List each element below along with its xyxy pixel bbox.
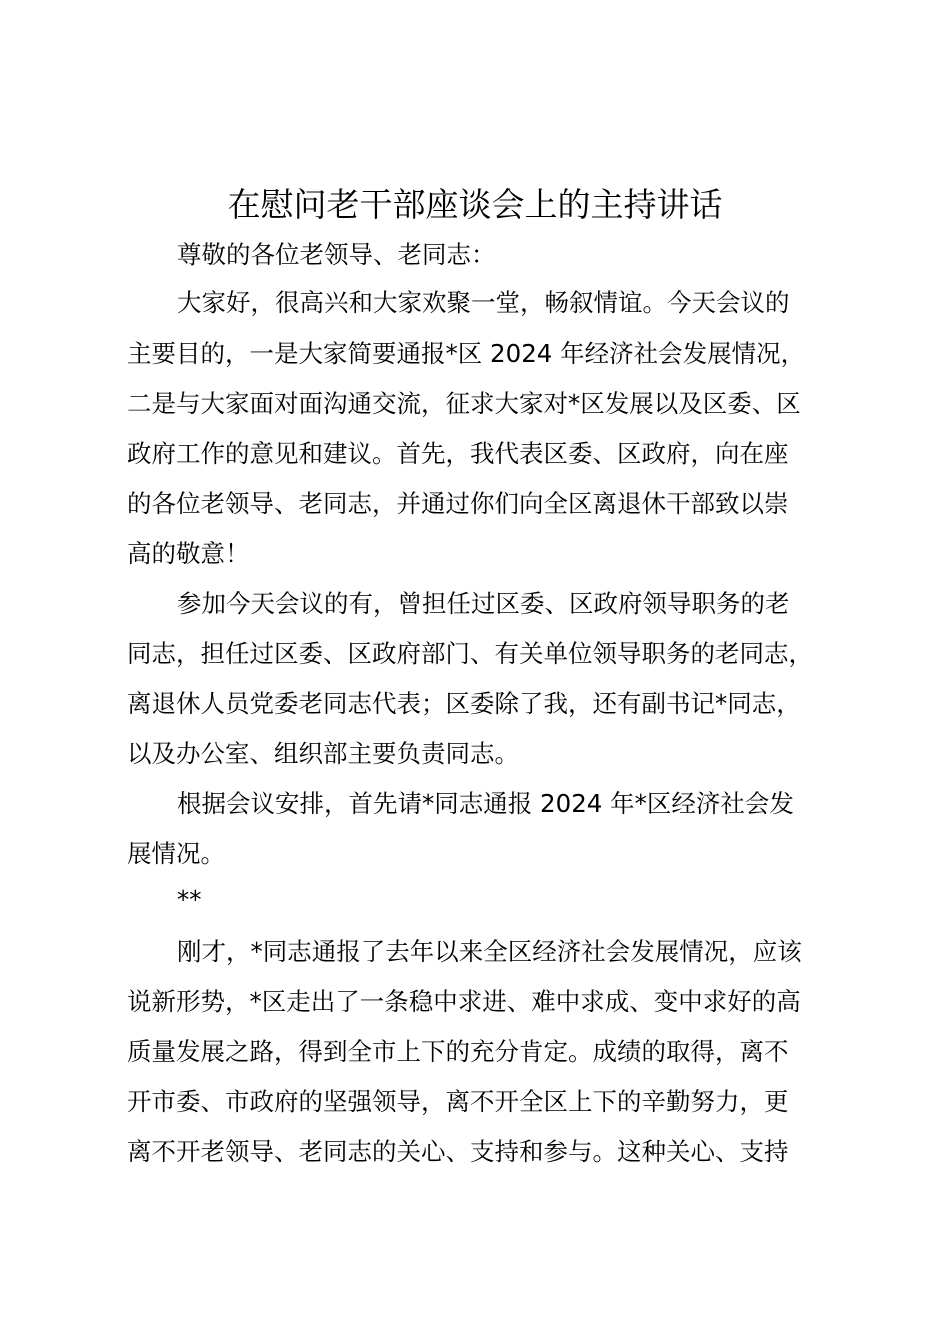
paragraph-line: 二是与大家面对面沟通交流，征求大家对*区发展以及区委、区 [127,389,801,418]
paragraph-line: 高的敬意！ [127,539,250,568]
paragraph-line: 说新形势，*区走出了一条稳中求进、难中求成、变中求好的高 [127,987,801,1016]
paragraph-line: 参加今天会议的有，曾担任过区委、区政府领导职务的老 [177,589,790,618]
paragraph-line: 离退休人员党委老同志代表；区委除了我，还有副书记*同志， [127,689,801,718]
paragraph-line: 大家好，很高兴和大家欢聚一堂，畅叙情谊。今天会议的 [177,288,790,317]
salutation: 尊敬的各位老领导、老同志： [177,240,496,269]
paragraph-line: 主要目的，一是大家简要通报*区 2024 年经济社会发展情况， [127,339,806,368]
paragraph-line: 离不开老领导、老同志的关心、支持和参与。这种关心、支持 [127,1137,789,1166]
paragraph-line: 根据会议安排，首先请*同志通报 2024 年*区经济社会发 [177,789,794,818]
paragraph-line: 的各位老领导、老同志，并通过你们向全区离退休干部致以崇 [127,489,789,518]
paragraph-line: 质量发展之路，得到全市上下的充分肯定。成绩的取得，离不 [127,1037,789,1066]
paragraph-line: 刚才，*同志通报了去年以来全区经济社会发展情况，应该 [177,937,802,966]
section-marker: ** [177,885,202,914]
paragraph-line: 同志，担任过区委、区政府部门、有关单位领导职务的老同志， [127,639,813,668]
paragraph-line: 以及办公室、组织部主要负责同志。 [127,739,519,768]
paragraph-line: 展情况。 [127,839,225,868]
document-title: 在慰问老干部座谈会上的主持讲话 [227,185,723,224]
paragraph-line: 开市委、市政府的坚强领导，离不开全区上下的辛勤努力，更 [127,1087,789,1116]
paragraph-line: 政府工作的意见和建议。首先，我代表区委、区政府，向在座 [127,439,789,468]
